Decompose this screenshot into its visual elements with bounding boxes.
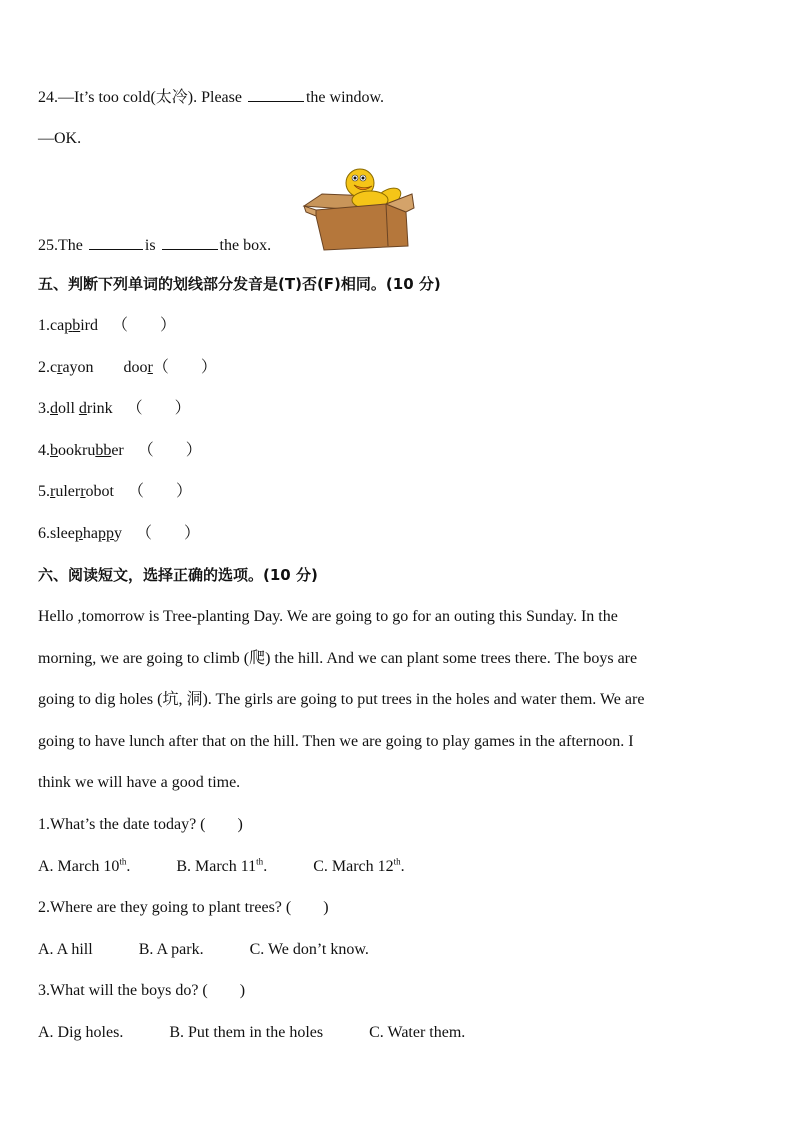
option-c[interactable]: C. We don’t know. xyxy=(249,941,369,958)
s6-options-2 xyxy=(38,940,369,960)
answer-parens[interactable]: （ ） xyxy=(137,442,202,459)
q24-blank[interactable] xyxy=(248,87,304,102)
duck-in-box-illustration xyxy=(302,166,418,252)
s5-word1-pre: ca xyxy=(50,317,65,334)
s5-item-number: 3. xyxy=(38,400,50,417)
q25-text-2: is xyxy=(144,237,160,254)
s5-item-3 xyxy=(38,399,191,419)
s5-word1-underlined: r xyxy=(57,359,63,376)
s6-question-2: 2.Where are they going to plant trees? ( ) xyxy=(38,899,329,916)
passage-line-4: going to have lunch after that on the hill. Then we are going to play games in the afternoon. I xyxy=(38,733,634,750)
answer-parens[interactable]: （ ） xyxy=(135,525,200,542)
passage-line-5: think we will have a good time. xyxy=(38,774,241,791)
answer-parens[interactable]: （ ） xyxy=(126,400,191,417)
s6-options-3 xyxy=(38,1023,465,1043)
s5-word2-post: rink xyxy=(86,400,113,417)
s5-word2-underlined: pp xyxy=(97,525,114,542)
option-b[interactable]: B. March 11th. xyxy=(176,856,268,875)
s5-word1-post: uler xyxy=(55,483,81,500)
s5-item-2 xyxy=(38,358,217,378)
s5-word2-underlined: r xyxy=(80,483,86,500)
section6-title: 六、阅读短文，选择正确的选项。(10 分) xyxy=(38,566,318,584)
s5-word2-pre: ru xyxy=(82,442,96,459)
answer-parens[interactable]: （ ） xyxy=(152,359,217,376)
s5-word1-underlined: p xyxy=(74,525,83,542)
option-a[interactable]: A. March 10th. xyxy=(38,856,131,875)
q24-line2: —OK. xyxy=(38,130,82,147)
s5-word1-underlined: r xyxy=(50,483,56,500)
s5-word2-post: er xyxy=(111,442,124,459)
s5-item-6 xyxy=(38,524,200,544)
s5-word2-underlined: bb xyxy=(95,442,112,459)
s5-word2-pre: doo xyxy=(123,359,148,376)
section5-title: 五、判断下列单词的划线部分发音是(T)否(F)相同。(10 分) xyxy=(38,275,441,293)
q25-text-1: The xyxy=(58,237,87,254)
passage-line-3: going to dig holes (坑, 洞). The girls are going to put trees in the holes and water them. We are xyxy=(38,691,645,708)
s5-item-5 xyxy=(38,482,192,502)
s5-item-number: 1. xyxy=(38,317,50,334)
s5-word2-post: obot xyxy=(85,483,114,500)
s5-item-4 xyxy=(38,441,202,461)
option-c[interactable]: C. March 12th. xyxy=(313,856,405,875)
s5-word2-post: y xyxy=(113,525,122,542)
s5-word2-pre: ha xyxy=(82,525,98,542)
s5-word1-post: ook xyxy=(58,442,82,459)
s6-question-3: 3.What will the boys do? ( ) xyxy=(38,982,246,999)
passage-line-1: Hello ,tomorrow is Tree-planting Day. We are going to go for an outing this Sunday. In the xyxy=(38,608,618,625)
s5-item-number: 6. xyxy=(38,525,50,542)
s5-word1-underlined: d xyxy=(50,400,58,417)
s5-word2-underlined: d xyxy=(78,400,87,417)
option-c[interactable]: C. Water them. xyxy=(369,1024,466,1041)
q24-line1 xyxy=(38,87,384,108)
s6-question-1: 1.What’s the date today? ( ) xyxy=(38,816,243,833)
s5-word1-post: ayon xyxy=(62,359,94,376)
passage-line-2: morning, we are going to climb (爬) the hill. And we can plant some trees there. The boys are xyxy=(38,650,638,667)
option-b[interactable]: B. Put them in the holes xyxy=(169,1024,324,1041)
s5-item-1 xyxy=(38,316,176,336)
option-a[interactable]: A. Dig holes. xyxy=(38,1024,124,1041)
s5-item-number: 5. xyxy=(38,483,50,500)
q25-text-3: the box. xyxy=(219,237,272,254)
q25-blank-1[interactable] xyxy=(89,235,143,250)
s5-item-number: 2. xyxy=(38,359,50,376)
answer-parens[interactable]: （ ） xyxy=(111,317,176,334)
s5-word1-post: oll xyxy=(58,400,75,417)
q25-blank-2[interactable] xyxy=(162,235,218,250)
q24-text-post: the window. xyxy=(305,89,385,106)
q25-line xyxy=(38,235,271,256)
s6-options-1 xyxy=(38,857,405,877)
answer-parens[interactable]: （ ） xyxy=(127,483,192,500)
option-a[interactable]: A. A hill xyxy=(38,941,93,958)
option-b[interactable]: B. A park. xyxy=(138,941,204,958)
q25-number: 25. xyxy=(38,237,58,254)
s5-word1-pre: slee xyxy=(50,525,75,542)
s5-word2-underlined: b xyxy=(72,317,81,334)
s5-word1-underlined: p xyxy=(64,317,73,334)
s5-word2-underlined: r xyxy=(147,359,153,376)
s5-word1-pre: c xyxy=(50,359,58,376)
s5-word2-post: ird xyxy=(80,317,98,334)
q24-text-pre: —It’s too cold(太冷). Please xyxy=(58,89,246,106)
s5-item-number: 4. xyxy=(38,442,50,459)
s5-word1-underlined: b xyxy=(50,442,58,459)
q24-number: 24. xyxy=(38,89,58,106)
